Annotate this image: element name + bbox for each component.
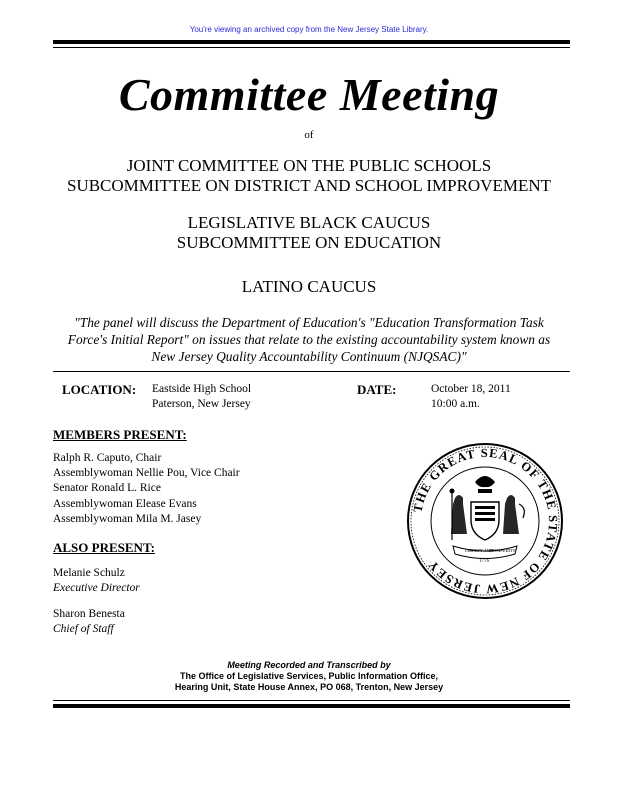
staff-name: Melanie Schulz [53,567,125,579]
archive-notice: You're viewing an archived copy from the New Jersey State Library. [189,25,429,34]
document-title: Committee Meeting [118,69,500,120]
staff-role: Executive Director [53,582,140,594]
meeting-description: "The panel will discuss the Department of Education's "Education Transformation Task Force's Initial Report" on issues that relate to the existing accountability system known as New Jersey Quality Accountability Continuum (NJQSAC)" [67,315,551,364]
top-double-rule [53,40,570,48]
staff-role: Chief of Staff [53,623,114,635]
time-line: 10:00 a.m. [431,398,480,410]
location-line: Eastside High School [152,383,252,395]
list-item: Assemblywoman Nellie Pou, Vice Chair [53,467,240,480]
date-value [431,382,511,412]
committee-name: LATINO CAUCUS [241,277,377,296]
list-item: Assemblywoman Mila M. Jasey [53,512,202,525]
great-seal-of-new-jersey-icon [405,442,565,600]
section-divider [53,371,570,372]
list-item: Senator Ronald L. Rice [53,482,161,495]
seal-motto-right: PROSPERITY [489,548,516,553]
transcription-credit [0,660,618,693]
seal-year: 1776 [479,559,489,564]
seal-motto-left: LIBERTY AND [465,548,493,553]
credit-line: Meeting Recorded and Transcribed by [227,660,391,670]
date-label: DATE: [357,382,397,397]
list-item: Ralph R. Caputo, Chair [53,452,162,464]
members-present-heading: MEMBERS PRESENT: [53,427,187,442]
committee-name: JOINT COMMITTEE ON THE PUBLIC SCHOOLS [126,156,492,175]
location-line: Paterson, New Jersey [152,398,251,410]
location-label: LOCATION: [62,382,137,397]
credit-line: The Office of Legislative Services, Public Information Office, [179,671,439,681]
also-present-heading: ALSO PRESENT: [53,540,155,555]
credit-line: Hearing Unit, State House Annex, PO 068, Trenton, New Jersey [174,682,444,692]
location-value [152,382,251,412]
committee-name: LEGISLATIVE BLACK CAUCUS [187,213,431,232]
of-connector: of [304,129,314,141]
committee-group-3 [0,277,618,297]
staff-name: Sharon Benesta [53,608,125,620]
committee-group-1 [0,156,618,196]
committee-name: SUBCOMMITTEE ON EDUCATION [176,233,442,252]
committee-name: SUBCOMMITTEE ON DISTRICT AND SCHOOL IMPROVEMENT [66,176,552,195]
list-item: Assemblywoman Elease Evans [53,497,197,510]
staff-entry [53,607,125,637]
staff-entry [53,566,140,596]
date-line: October 18, 2011 [431,383,511,395]
bottom-double-rule [53,700,570,708]
svg-text:THE GREAT SEAL OF THE STATE OF [411,446,561,596]
members-present-list [53,451,240,527]
committee-group-2 [0,213,618,253]
seal-ring-text: THE GREAT SEAL OF THE STATE OF NEW JERSEY [410,445,561,597]
